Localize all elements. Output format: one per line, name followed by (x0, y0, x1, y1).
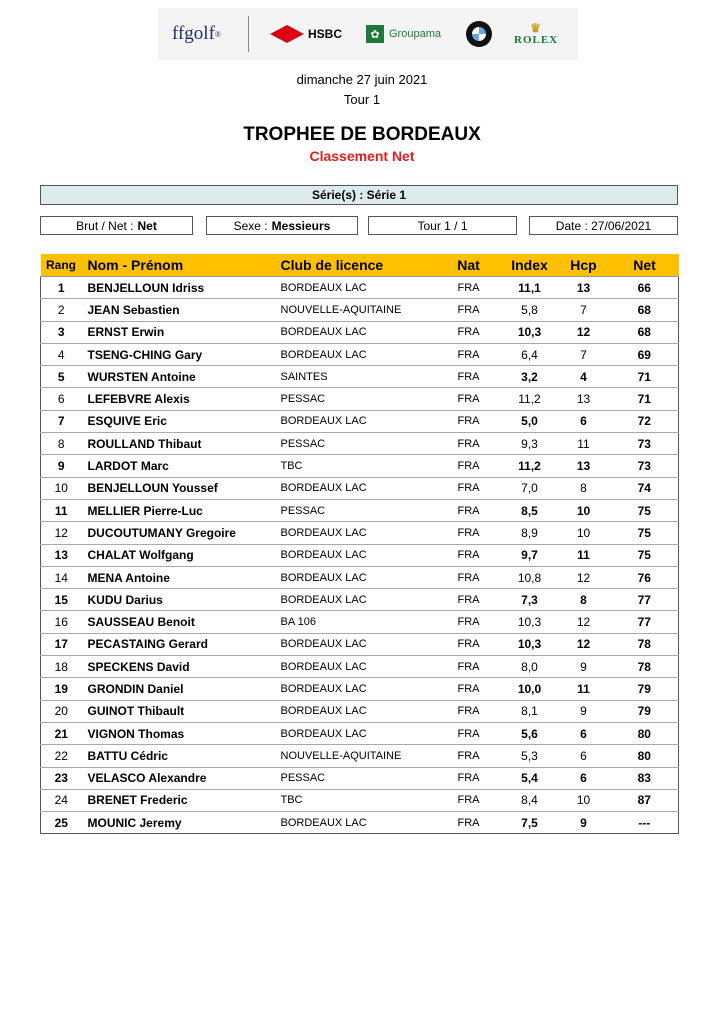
table-row (41, 611, 679, 633)
cell-rang: 10 (41, 477, 82, 499)
cell-hcp: 7 (557, 343, 611, 365)
cell-rang: 25 (41, 812, 82, 834)
cell-net: 66 (611, 277, 679, 299)
cell-club: BORDEAUX LAC (275, 678, 435, 700)
cell-hcp: 13 (557, 388, 611, 410)
cell-nat: FRA (435, 812, 503, 834)
cell-rang: 11 (41, 499, 82, 521)
cell-club: SAINTES (275, 366, 435, 388)
page-subtitle: Classement Net (309, 148, 415, 164)
cell-index: 8,0 (503, 656, 557, 678)
table-row (41, 299, 679, 321)
cell-club: BORDEAUX LAC (275, 410, 435, 432)
cell-nat: FRA (435, 433, 503, 455)
table-row (41, 544, 679, 566)
cell-nom: PECASTAING Gerard (82, 633, 275, 655)
sponsor-banner (158, 8, 578, 60)
cell-club: BORDEAUX LAC (275, 566, 435, 588)
cell-index: 10,8 (503, 566, 557, 588)
cell-nom: GRONDIN Daniel (82, 678, 275, 700)
cell-hcp: 11 (557, 433, 611, 455)
groupama-wordmark: Groupama (389, 28, 441, 40)
cell-nom: LEFEBVRE Alexis (82, 388, 275, 410)
cell-rang: 18 (41, 656, 82, 678)
cell-net: 71 (611, 388, 679, 410)
cell-nom: BRENET Frederic (82, 789, 275, 811)
table-row (41, 789, 679, 811)
cell-nom: MELLIER Pierre-Luc (82, 499, 275, 521)
cell-club: NOUVELLE-AQUITAINE (275, 745, 435, 767)
cell-rang: 3 (41, 321, 82, 343)
cell-index: 8,9 (503, 522, 557, 544)
cell-index: 10,0 (503, 678, 557, 700)
col-header-index: Index (503, 254, 557, 277)
table-row (41, 366, 679, 388)
cell-club: BORDEAUX LAC (275, 477, 435, 499)
ffgolf-logo (172, 8, 221, 60)
table-row (41, 700, 679, 722)
cell-nat: FRA (435, 343, 503, 365)
cell-index: 9,3 (503, 433, 557, 455)
tour-box: Tour 1 / 1 (368, 216, 517, 235)
cell-club: TBC (275, 455, 435, 477)
cell-nat: FRA (435, 321, 503, 343)
sexe-value: Messieurs (271, 219, 331, 233)
cell-rang: 5 (41, 366, 82, 388)
rolex-logo (514, 8, 558, 60)
cell-nom: SAUSSEAU Benoit (82, 611, 275, 633)
cell-nat: FRA (435, 477, 503, 499)
cell-hcp: 13 (557, 455, 611, 477)
cell-hcp: 6 (557, 745, 611, 767)
cell-club: NOUVELLE-AQUITAINE (275, 299, 435, 321)
cell-nom: JEAN Sebastien (82, 299, 275, 321)
cell-nom: ERNST Erwin (82, 321, 275, 343)
cell-index: 11,2 (503, 388, 557, 410)
col-header-nat: Nat (435, 254, 503, 277)
cell-net: 68 (611, 299, 679, 321)
bmw-roundel-icon (466, 21, 492, 47)
cell-hcp: 6 (557, 410, 611, 432)
col-header-net: Net (611, 254, 679, 277)
brutnet-label: Brut / Net : (76, 219, 134, 233)
cell-net: 72 (611, 410, 679, 432)
table-row (41, 343, 679, 365)
cell-hcp: 8 (557, 589, 611, 611)
cell-hcp: 4 (557, 366, 611, 388)
cell-club: BORDEAUX LAC (275, 722, 435, 744)
cell-nom: VELASCO Alexandre (82, 767, 275, 789)
cell-net: 71 (611, 366, 679, 388)
cell-index: 11,1 (503, 277, 557, 299)
col-header-club: Club de licence (275, 254, 435, 277)
cell-net: 83 (611, 767, 679, 789)
cell-nat: FRA (435, 656, 503, 678)
table-row (41, 678, 679, 700)
cell-club: PESSAC (275, 433, 435, 455)
table-row (41, 656, 679, 678)
cell-hcp: 9 (557, 700, 611, 722)
col-header-hcp: Hcp (557, 254, 611, 277)
cell-nom: ROULLAND Thibaut (82, 433, 275, 455)
cell-net: 79 (611, 700, 679, 722)
cell-net: 73 (611, 455, 679, 477)
cell-hcp: 10 (557, 499, 611, 521)
cell-club: PESSAC (275, 767, 435, 789)
cell-net: 68 (611, 321, 679, 343)
table-row (41, 633, 679, 655)
hsbc-hexagon-icon (270, 25, 304, 43)
cell-index: 5,3 (503, 745, 557, 767)
cell-club: BORDEAUX LAC (275, 321, 435, 343)
hsbc-logo (270, 8, 342, 60)
cell-hcp: 9 (557, 812, 611, 834)
cell-nat: FRA (435, 388, 503, 410)
cell-rang: 6 (41, 388, 82, 410)
cell-net: 73 (611, 433, 679, 455)
cell-nat: FRA (435, 566, 503, 588)
cell-club: BORDEAUX LAC (275, 700, 435, 722)
cell-nom: MENA Antoine (82, 566, 275, 588)
cell-index: 9,7 (503, 544, 557, 566)
cell-index: 10,3 (503, 321, 557, 343)
cell-net: 80 (611, 722, 679, 744)
cell-index: 3,2 (503, 366, 557, 388)
cell-rang: 15 (41, 589, 82, 611)
ffgolf-wordmark: ffgolf (172, 23, 215, 44)
cell-nat: FRA (435, 544, 503, 566)
cell-index: 8,5 (503, 499, 557, 521)
groupama-leaf-icon: ✿ (366, 25, 384, 43)
table-row (41, 589, 679, 611)
cell-nat: FRA (435, 722, 503, 744)
cell-rang: 2 (41, 299, 82, 321)
table-header-row (41, 254, 679, 277)
cell-nom: MOUNIC Jeremy (82, 812, 275, 834)
brutnet-box (40, 216, 193, 235)
cell-net: 76 (611, 566, 679, 588)
table-row (41, 388, 679, 410)
cell-rang: 9 (41, 455, 82, 477)
cell-hcp: 6 (557, 767, 611, 789)
cell-net: 75 (611, 544, 679, 566)
cell-rang: 24 (41, 789, 82, 811)
page-title: TROPHEE DE BORDEAUX (243, 124, 481, 145)
cell-net: 77 (611, 611, 679, 633)
cell-nom: BENJELLOUN Youssef (82, 477, 275, 499)
cell-index: 7,5 (503, 812, 557, 834)
cell-nom: DUCOUTUMANY Gregoire (82, 522, 275, 544)
cell-rang: 16 (41, 611, 82, 633)
cell-nom: WURSTEN Antoine (82, 366, 275, 388)
cell-rang: 4 (41, 343, 82, 365)
table-row (41, 522, 679, 544)
cell-rang: 22 (41, 745, 82, 767)
cell-nat: FRA (435, 633, 503, 655)
table-row (41, 566, 679, 588)
cell-rang: 23 (41, 767, 82, 789)
table-row (41, 321, 679, 343)
cell-nat: FRA (435, 767, 503, 789)
cell-net: 80 (611, 745, 679, 767)
rolex-crown-icon: ♛ (530, 21, 542, 35)
cell-hcp: 6 (557, 722, 611, 744)
cell-hcp: 13 (557, 277, 611, 299)
cell-index: 8,4 (503, 789, 557, 811)
cell-hcp: 12 (557, 633, 611, 655)
cell-club: BORDEAUX LAC (275, 343, 435, 365)
table-row (41, 499, 679, 521)
cell-club: BORDEAUX LAC (275, 522, 435, 544)
cell-rang: 13 (41, 544, 82, 566)
table-row (41, 767, 679, 789)
col-header-rang: Rang (41, 254, 82, 277)
cell-club: BA 106 (275, 611, 435, 633)
cell-club: BORDEAUX LAC (275, 812, 435, 834)
cell-nat: FRA (435, 589, 503, 611)
cell-index: 7,3 (503, 589, 557, 611)
cell-club: BORDEAUX LAC (275, 277, 435, 299)
cell-rang: 19 (41, 678, 82, 700)
cell-rang: 14 (41, 566, 82, 588)
table-row (41, 477, 679, 499)
cell-net: 78 (611, 656, 679, 678)
cell-nat: FRA (435, 745, 503, 767)
table-row (41, 455, 679, 477)
cell-net: 77 (611, 589, 679, 611)
bmw-logo (466, 8, 492, 60)
cell-nat: FRA (435, 277, 503, 299)
cell-net: 69 (611, 343, 679, 365)
event-date: dimanche 27 juin 2021 (296, 72, 428, 87)
cell-rang: 17 (41, 633, 82, 655)
cell-index: 8,1 (503, 700, 557, 722)
table-row (41, 812, 679, 834)
date-box: Date : 27/06/2021 (529, 216, 678, 235)
cell-rang: 21 (41, 722, 82, 744)
cell-index: 11,2 (503, 455, 557, 477)
cell-net: 78 (611, 633, 679, 655)
cell-hcp: 12 (557, 611, 611, 633)
cell-hcp: 12 (557, 321, 611, 343)
hsbc-wordmark: HSBC (308, 27, 343, 41)
cell-nom: GUINOT Thibault (82, 700, 275, 722)
table-row (41, 410, 679, 432)
sexe-label: Sexe : (233, 219, 268, 233)
cell-net: 87 (611, 789, 679, 811)
cell-club: PESSAC (275, 499, 435, 521)
cell-club: PESSAC (275, 388, 435, 410)
registered-mark: ® (214, 29, 221, 39)
event-round: Tour 1 (343, 92, 381, 107)
sexe-box (206, 216, 358, 235)
cell-nom: ESQUIVE Eric (82, 410, 275, 432)
cell-club: TBC (275, 789, 435, 811)
cell-net: 79 (611, 678, 679, 700)
cell-index: 6,4 (503, 343, 557, 365)
cell-nat: FRA (435, 789, 503, 811)
cell-hcp: 10 (557, 789, 611, 811)
cell-hcp: 12 (557, 566, 611, 588)
cell-nat: FRA (435, 499, 503, 521)
cell-net: 75 (611, 522, 679, 544)
cell-hcp: 7 (557, 299, 611, 321)
cell-hcp: 11 (557, 544, 611, 566)
cell-rang: 8 (41, 433, 82, 455)
groupama-logo (366, 8, 441, 60)
cell-nat: FRA (435, 700, 503, 722)
logo-divider (248, 16, 249, 52)
cell-rang: 20 (41, 700, 82, 722)
cell-nat: FRA (435, 410, 503, 432)
cell-club: BORDEAUX LAC (275, 544, 435, 566)
cell-net: 75 (611, 499, 679, 521)
cell-nom: BENJELLOUN Idriss (82, 277, 275, 299)
cell-nom: TSENG-CHING Gary (82, 343, 275, 365)
cell-nom: VIGNON Thomas (82, 722, 275, 744)
table-row (41, 277, 679, 299)
cell-index: 5,0 (503, 410, 557, 432)
cell-rang: 12 (41, 522, 82, 544)
ranking-table (40, 254, 679, 834)
brutnet-value: Net (137, 219, 157, 233)
cell-nom: BATTU Cédric (82, 745, 275, 767)
cell-nom: SPECKENS David (82, 656, 275, 678)
cell-index: 5,6 (503, 722, 557, 744)
cell-nom: KUDU Darius (82, 589, 275, 611)
cell-rang: 7 (41, 410, 82, 432)
cell-nat: FRA (435, 366, 503, 388)
cell-hcp: 11 (557, 678, 611, 700)
col-header-nom: Nom - Prénom (82, 254, 275, 277)
cell-club: BORDEAUX LAC (275, 589, 435, 611)
cell-index: 5,8 (503, 299, 557, 321)
table-row (41, 745, 679, 767)
cell-index: 7,0 (503, 477, 557, 499)
cell-index: 5,4 (503, 767, 557, 789)
cell-nat: FRA (435, 299, 503, 321)
table-row (41, 433, 679, 455)
cell-index: 10,3 (503, 633, 557, 655)
cell-nat: FRA (435, 611, 503, 633)
cell-hcp: 10 (557, 522, 611, 544)
cell-hcp: 9 (557, 656, 611, 678)
cell-nom: LARDOT Marc (82, 455, 275, 477)
cell-index: 10,3 (503, 611, 557, 633)
cell-net: 74 (611, 477, 679, 499)
cell-club: BORDEAUX LAC (275, 656, 435, 678)
cell-hcp: 8 (557, 477, 611, 499)
cell-nat: FRA (435, 678, 503, 700)
cell-nat: FRA (435, 522, 503, 544)
cell-club: BORDEAUX LAC (275, 633, 435, 655)
cell-net: --- (611, 812, 679, 834)
cell-nom: CHALAT Wolfgang (82, 544, 275, 566)
cell-rang: 1 (41, 277, 82, 299)
rolex-wordmark: ROLEX (514, 34, 559, 46)
cell-nat: FRA (435, 455, 503, 477)
table-row (41, 722, 679, 744)
series-banner: Série(s) : Série 1 (40, 185, 678, 205)
